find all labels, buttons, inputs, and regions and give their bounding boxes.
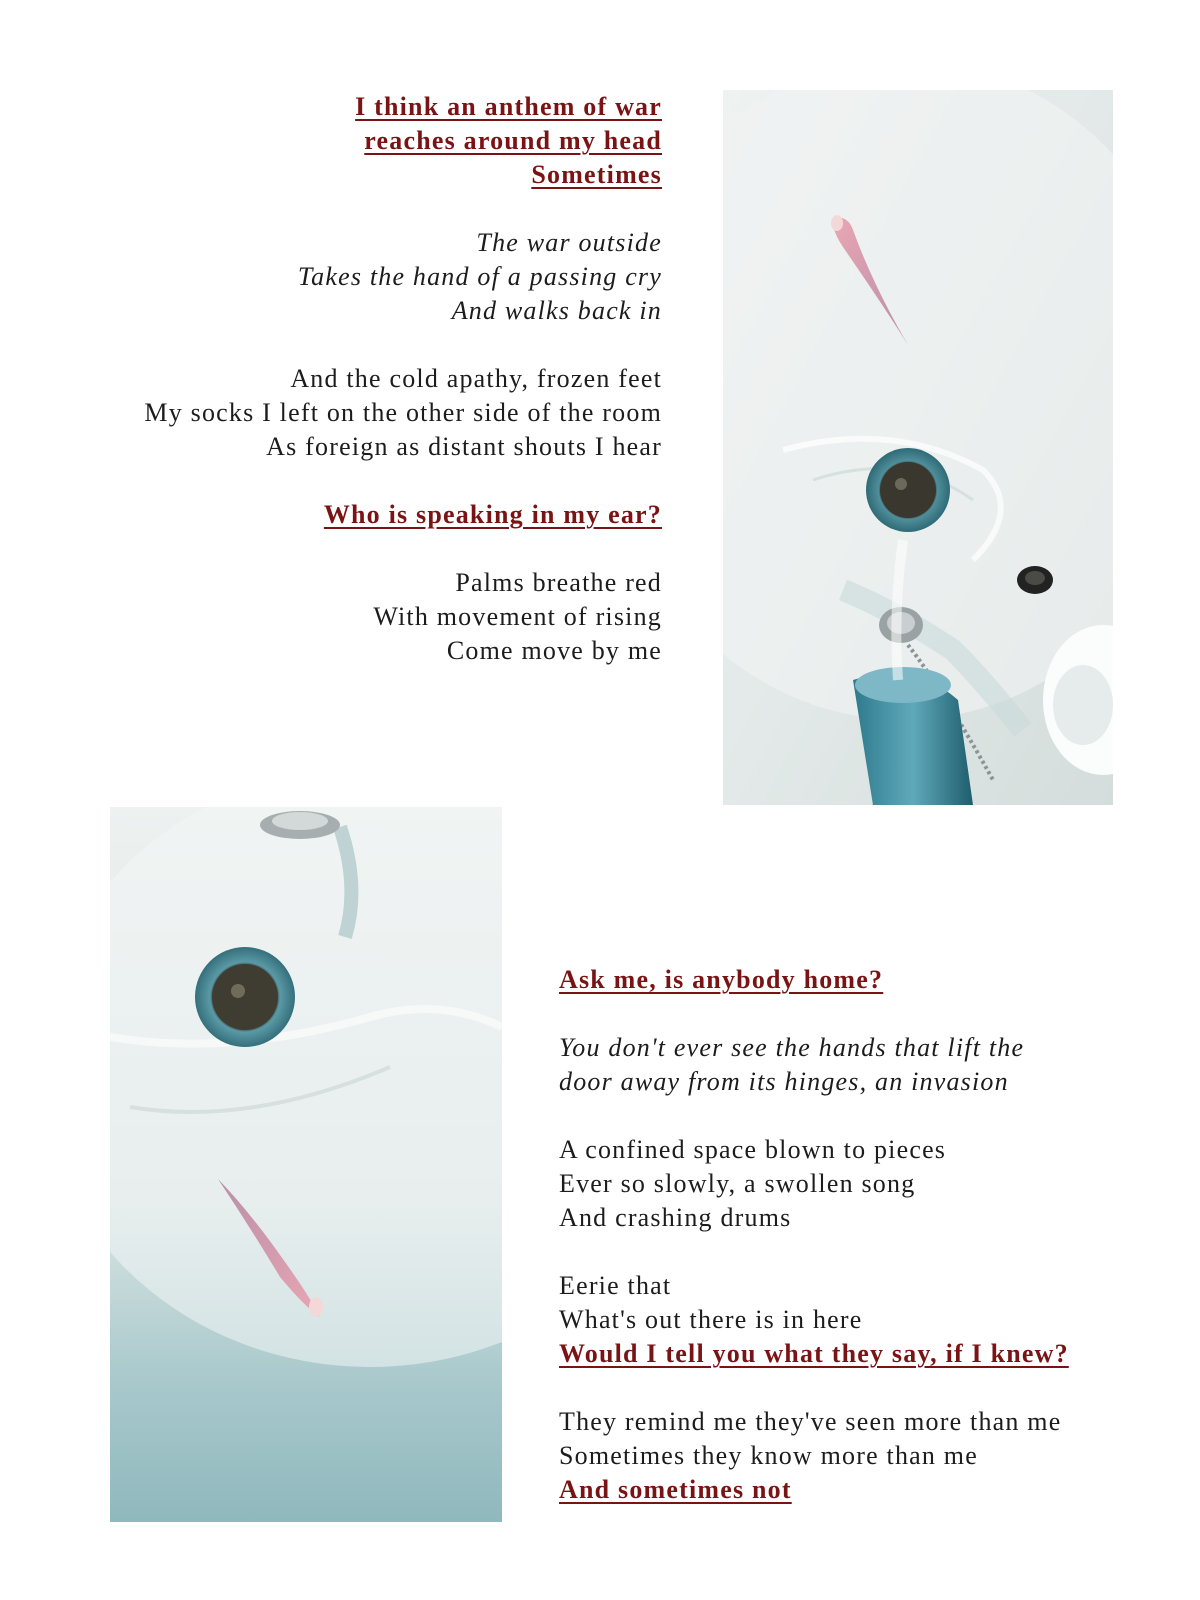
poem-line: And the cold apathy, frozen feet <box>290 364 662 393</box>
poem-line: The war outside <box>476 228 662 257</box>
poem-line: Would I tell you what they say, if I knew? <box>559 1339 1069 1368</box>
bottom-poem <box>559 963 1159 1507</box>
poem-line: Palms breathe red <box>455 568 662 597</box>
poem-line: What's out there is in here <box>559 1305 863 1334</box>
poem-line: You don't ever see the hands that lift the <box>559 1033 1025 1062</box>
sink-photo-top <box>723 90 1113 805</box>
sink-photo-bottom <box>110 807 502 1522</box>
poem-line: I think an anthem of war <box>355 92 662 121</box>
poem-line: Ask me, is anybody home? <box>559 965 884 994</box>
top-poem <box>22 90 662 668</box>
poem-line: And sometimes not <box>559 1475 792 1504</box>
poem-line: Who is speaking in my ear? <box>323 500 662 529</box>
poem-line: With movement of rising <box>373 602 662 631</box>
poem-line: A confined space blown to pieces <box>559 1135 947 1164</box>
poem-line: Sometimes <box>531 160 662 189</box>
poem-line: And walks back in <box>451 296 662 325</box>
poem-line: door away from its hinges, an invasion <box>559 1067 1009 1096</box>
poem-line: And crashing drums <box>559 1203 792 1232</box>
poem-line: Sometimes they know more than me <box>559 1441 978 1470</box>
poem-line: My socks I left on the other side of the room <box>144 398 662 427</box>
poem-line: Takes the hand of a passing cry <box>297 262 662 291</box>
poem-line: Eerie that <box>559 1271 672 1300</box>
poem-line: reaches around my head <box>364 126 662 155</box>
poem-line: As foreign as distant shouts I hear <box>266 432 662 461</box>
poem-line: Come move by me <box>446 636 662 665</box>
poem-line: They remind me they've seen more than me <box>559 1407 1062 1436</box>
poem-line: Ever so slowly, a swollen song <box>559 1169 916 1198</box>
